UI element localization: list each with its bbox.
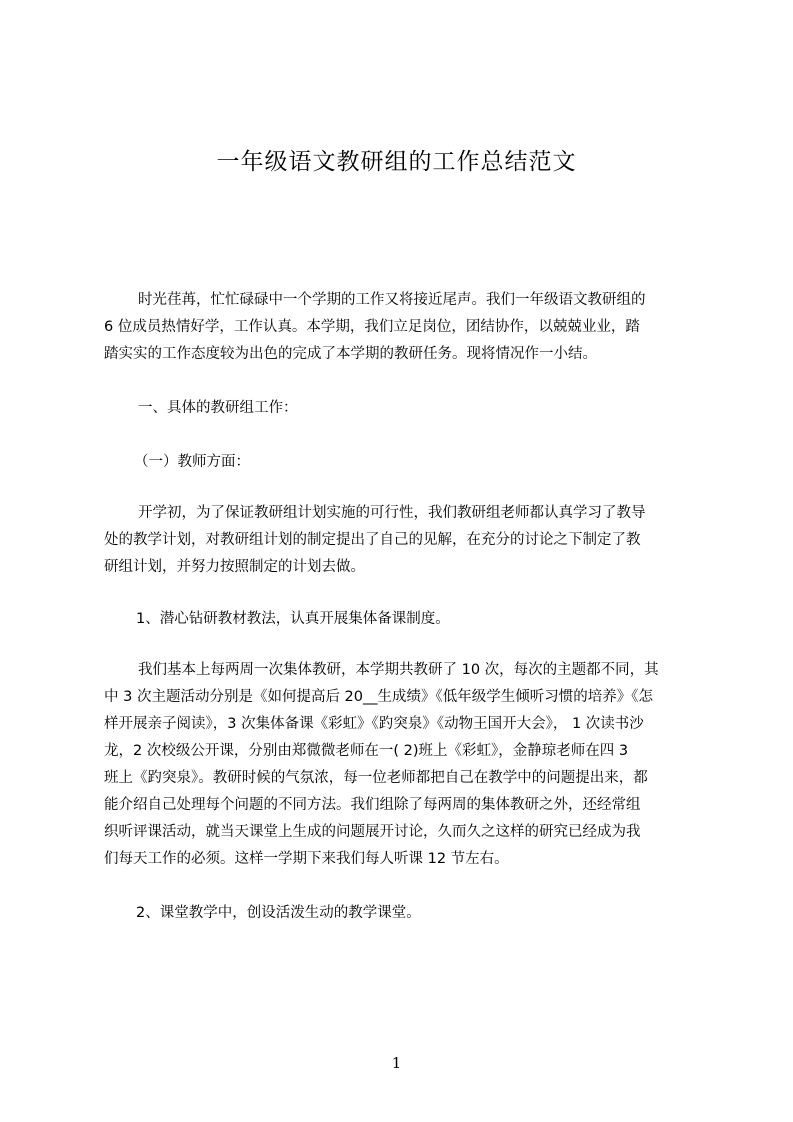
paragraph-line: 样开展亲子阅读》，3 次集体备课《彩虹》《趵突泉》《动物王国开大会》， 1 次读书沙 bbox=[104, 716, 644, 732]
paragraph-line: 班上《趵突泉》。教研时候的气氛浓，每一位老师都把自己在教学中的问题提出来，都 bbox=[104, 770, 648, 786]
planning-paragraph bbox=[104, 500, 700, 581]
paragraph-line: 中 3 次主题活动分别是《如何提高后 20__生成绩》《低年级学生倾听习惯的培养》《怎 bbox=[104, 689, 654, 705]
item-heading: 2、课堂教学中，创设活泼生动的教学课堂。 bbox=[136, 905, 421, 921]
paragraph-line: 龙，2 次校级公开课，分别由郑微微老师在一( 2)班上《彩虹》，金静琼老师在四 3 bbox=[104, 743, 629, 759]
intro-paragraph bbox=[104, 287, 700, 368]
paragraph-line: 研组计划，并努力按照制定的计划去做。 bbox=[104, 559, 365, 575]
paragraph-line: 踏实实的工作态度较为出色的完成了本学期的教研任务。现将情况作一小结。 bbox=[104, 346, 597, 362]
paragraph-line: 织听评课活动，就当天课堂上生成的问题展开讨论，久而久之这样的研究已经成为我 bbox=[104, 824, 641, 840]
paragraph-line: 时光荏苒，忙忙碌碌中一个学期的工作又将接近尾声。我们一年级语文教研组的 bbox=[138, 292, 646, 308]
paragraph-line: 处的教学计划，对教研组计划的制定提出了自己的见解，在充分的讨论之下制定了教 bbox=[104, 532, 641, 548]
paragraph-line: 开学初，为了保证教研组计划实施的可行性，我们教研组老师都认真学习了教导 bbox=[138, 505, 646, 521]
paragraph-line: 6 位成员热情好学，工作认真。本学期，我们立足岗位，团结协作，以兢兢业业，踏 bbox=[104, 319, 640, 335]
paragraph-line: 能介绍自己处理每个问题的不同方法。我们组除了每两周的集体教研之外，还经常组 bbox=[104, 797, 641, 813]
page-number: 1 bbox=[391, 1054, 402, 1072]
document-title: 一年级语文教研组的工作总结范文 bbox=[216, 149, 577, 175]
item-heading: 1、潜心钻研教材教法，认真开展集体备课制度。 bbox=[136, 611, 450, 627]
teaching-research-paragraph bbox=[104, 657, 700, 873]
section-heading: 一、具体的教研组工作： bbox=[138, 400, 298, 416]
paragraph-line: 们每天工作的必须。这样一学期下来我们每人听课 12 节左右。 bbox=[104, 851, 509, 867]
paragraph-line: 我们基本上每两周一次集体教研，本学期共教研了 10 次，每次的主题都不同，其 bbox=[138, 662, 659, 678]
subsection-heading: （一）教师方面： bbox=[134, 454, 250, 470]
